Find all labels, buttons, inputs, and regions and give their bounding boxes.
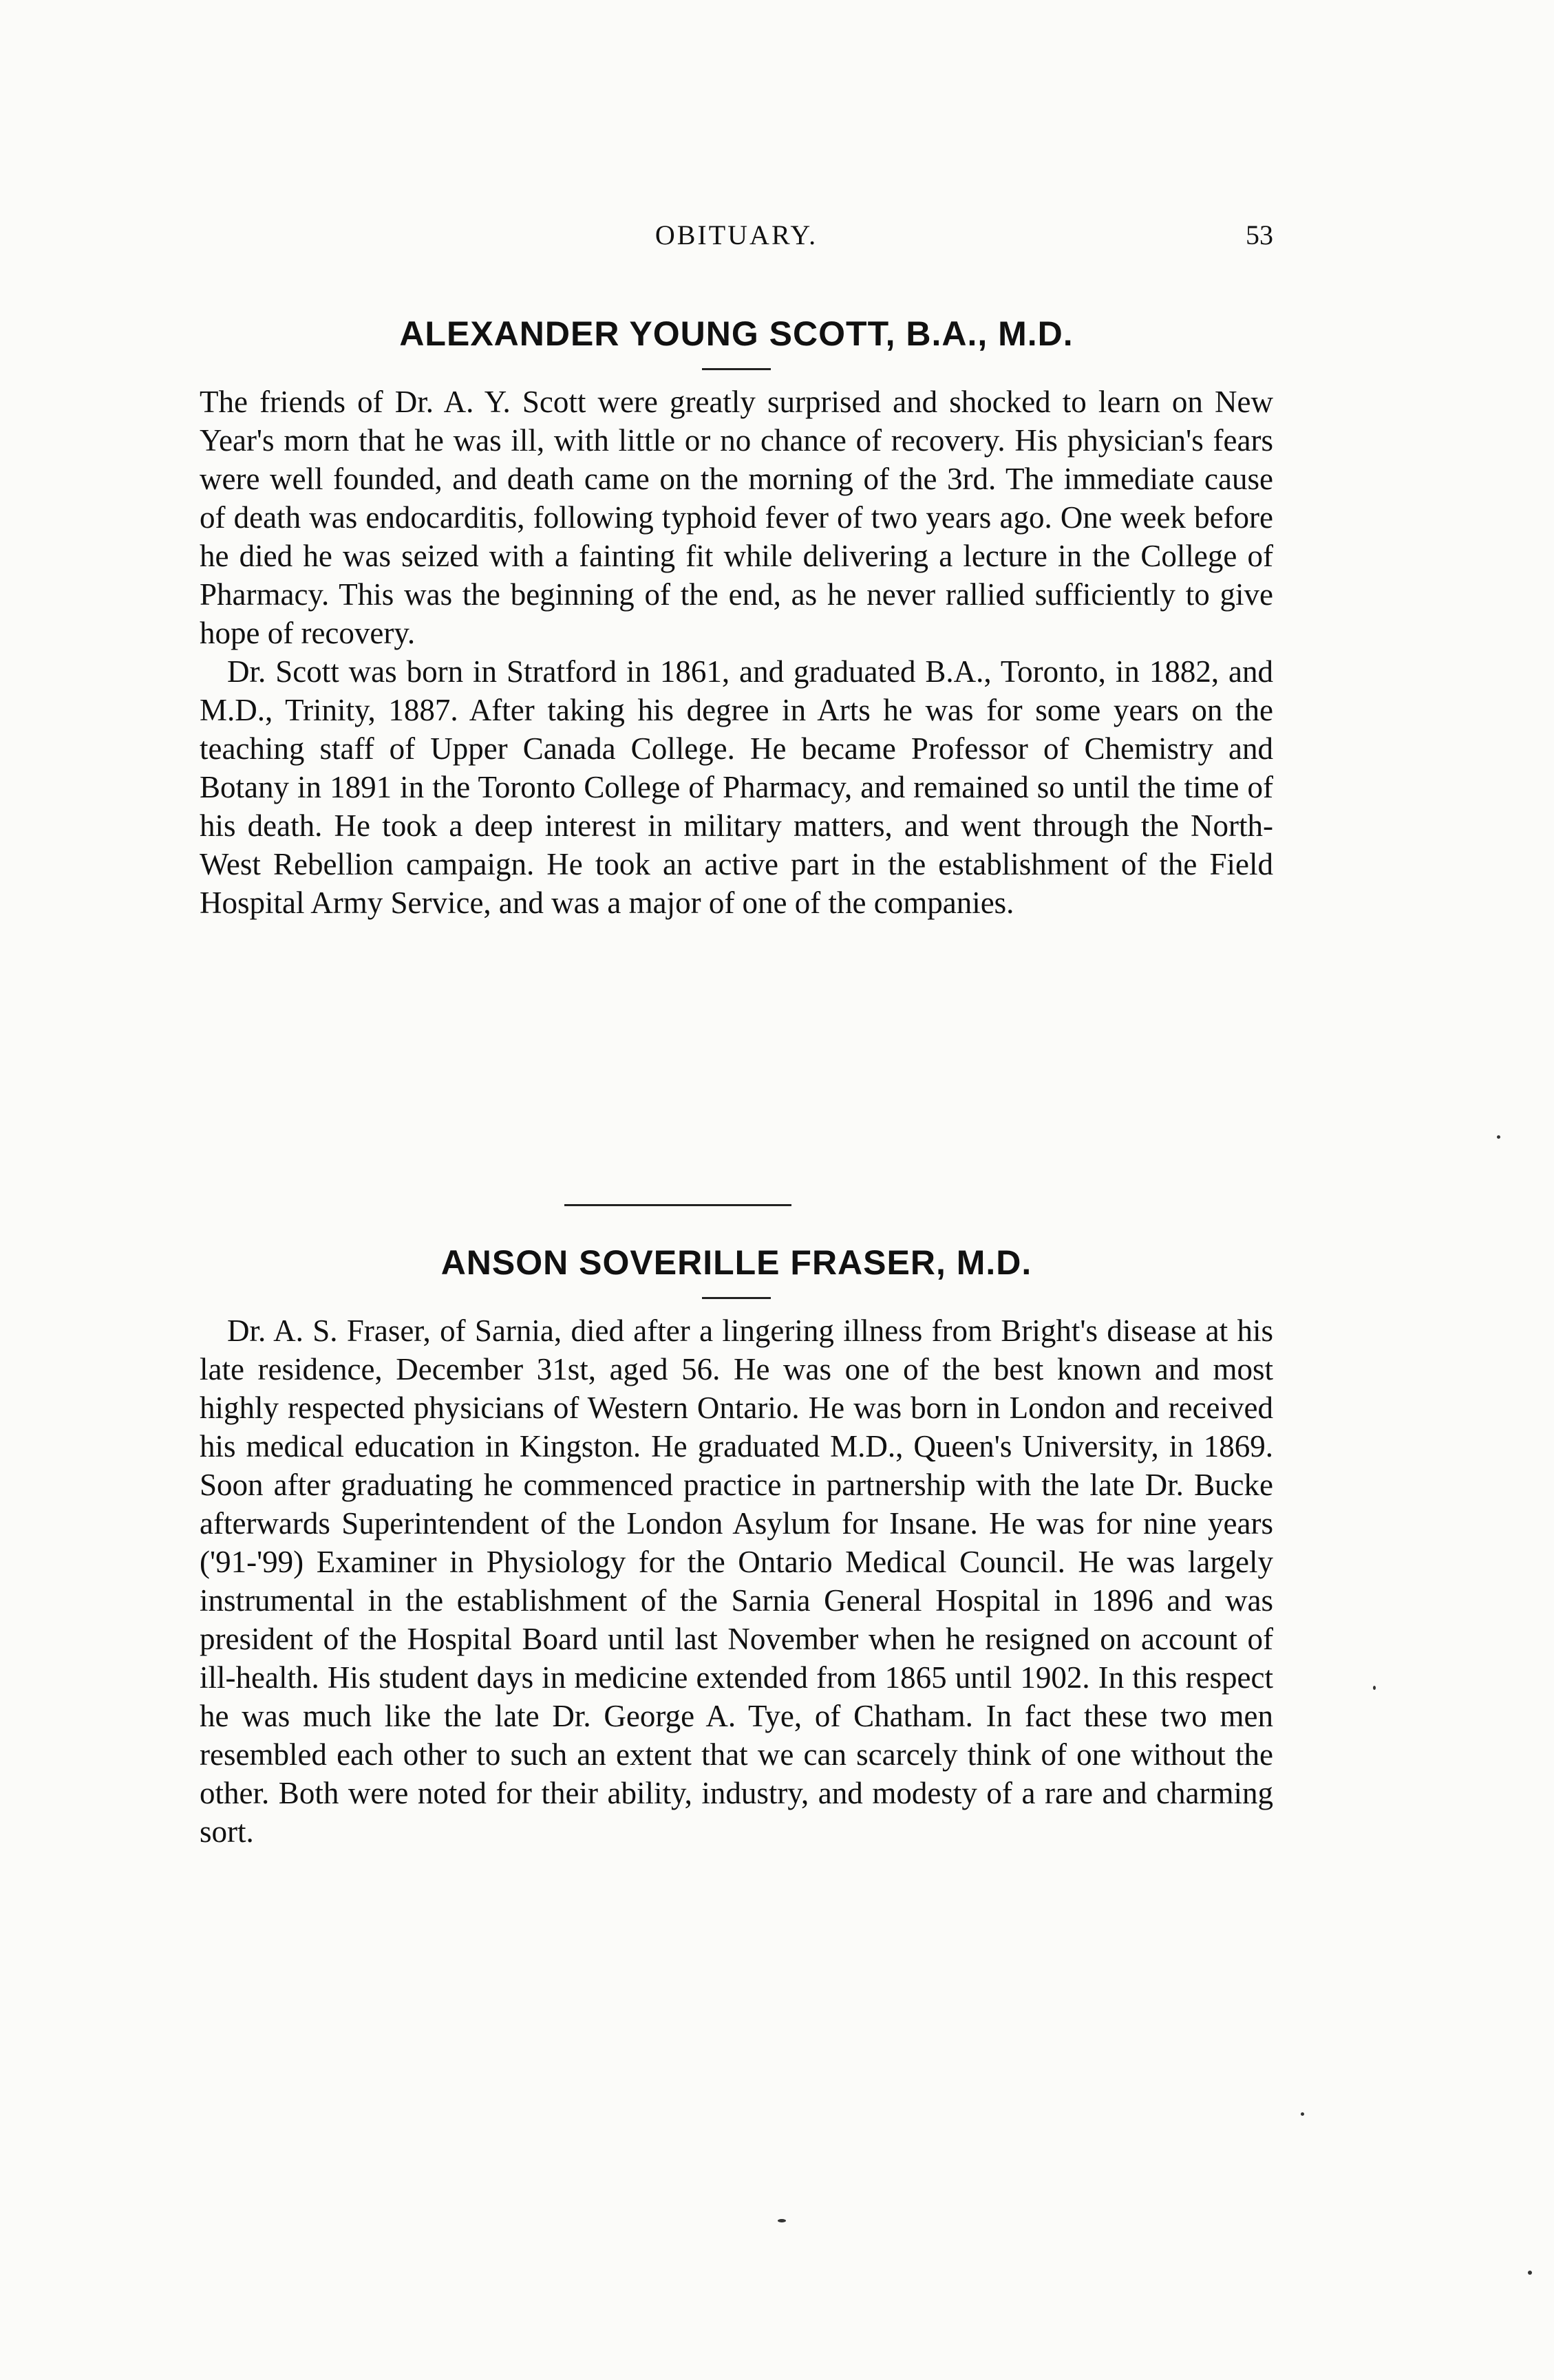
heading-rule [702, 1297, 771, 1299]
paragraph: The friends of Dr. A. Y. Scott were greatly surprised and shocked to learn on New Year's morn that he was ill, with little or no chance of recovery. His physician's fears were well founded, and death came on the morning of the 3rd. The immediate cause of death was endocarditis, following typhoid fever of two years ago. One week before he died he was seized with a fainting fit while delivering a lecture in the College of Pharmacy. This was the beginning of the end, as he never rallied sufficiently to give hope of recovery. [200, 385, 1273, 650]
print-speck [1373, 1686, 1376, 1690]
print-speck [778, 2219, 786, 2222]
obituary-fraser [200, 1242, 1273, 1851]
obituary-scott [200, 313, 1273, 922]
paragraph: Dr. A. S. Fraser, of Sarnia, died after a lingering illness from Bright's disease at his late residence, December 31st, aged 56. He was one of the best known and most highly respected physicians of Western Ontario. He was born in London and received his medical education in Kingston. He graduated M.D., Queen's University, in 1869. Soon after graduating he commenced practice in partnership with the late Dr. Bucke afterwards Superintendent of the London Asylum for Insane. He was for nine years ('91-'99) Examiner in Physiology for the Ontario Medical Council. He was largely instrumental in the establishment of the Sarnia General Hospital in 1896 and was president of the Hospital Board until last November when he resigned on account of ill-health. His student days in medicine extended from 1865 until 1902. In this respect he was much like the late Dr. George A. Tye, of Chatham. In fact these two men resembled each other to such an extent that we can scarcely think of one without the other. Both were noted for their ability, industry, and modesty of a rare and charming sort. [200, 1314, 1273, 1849]
running-title: OBITUARY. [654, 219, 818, 250]
obituary-heading: ALEXANDER YOUNG SCOTT, B.A., M.D. [399, 314, 1074, 353]
obituary-body [200, 383, 1273, 922]
heading-rule [702, 368, 771, 370]
page-number: 53 [1246, 219, 1273, 250]
print-speck [1528, 2271, 1532, 2275]
paragraph: Dr. Scott was born in Stratford in 1861, and graduated B.A., Toronto, in 1882, and M.D., Trinity, 1887. After taking his degree in Arts he was for some years on the teaching staff of Upper Canada College. He became Professor of Chemistry and Botany in 1891 in the Toronto College of Pharmacy, and remained so until the time of his death. He took a deep interest in military matters, and went through the North-West Rebellion campaign. He took an active part in the establishment of the Field Hospital Army Service, and was a major of one of the companies. [200, 654, 1273, 920]
running-head [200, 219, 1273, 260]
obituary-heading: ANSON SOVERILLE FRASER, M.D. [440, 1243, 1032, 1282]
section-divider [564, 1204, 791, 1206]
print-speck [1497, 1135, 1500, 1139]
obituary-body [200, 1311, 1273, 1851]
print-speck [1301, 2112, 1304, 2116]
